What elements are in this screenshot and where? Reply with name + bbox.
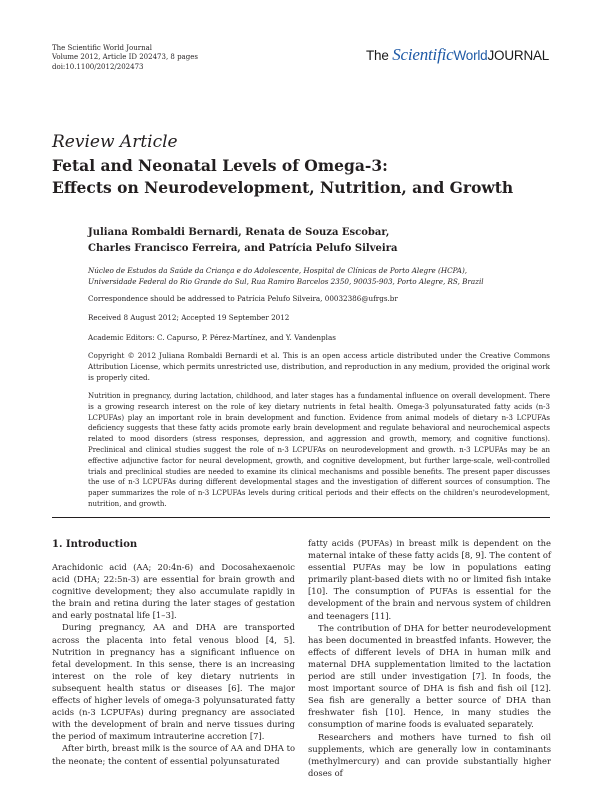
affiliation-line-2: Universidade Federal do Rio Grande do Sul, Rua Ramiro Barcelos 2350, 90035-903, Porto Alegre, RS, Brazil [88,277,484,286]
logo-world: World [453,48,488,63]
title-line-1: Fetal and Neonatal Levels of Omega-3: [52,156,388,175]
paragraph: The contribution of DHA for better neurodevelopment has been documented in breastfed infants. However, the effects of different levels of DHA in human milk and maternal DHA supplementation limited to the lactation period are still under investigation [7]. In foods, the most important source of DHA is fish and fish oil [12]. Sea fish are generally a better source of DHA than freshwater fish [10]. Hence, in many studies the consumption of marine foods is evaluated separately. [308,622,551,730]
authors-line-1: Juliana Rombaldi Bernardi, Renata de Souza Escobar, [88,227,390,238]
volume-line: Volume 2012, Article ID 202473, 8 pages [52,53,198,62]
abstract: Nutrition in pregnancy, during lactation, childhood, and later stages has a fundamental influence on overall development. There is a growing research interest on the role of key dietary nutrients in fetal health. Omega-3 polyunsaturated fatty acids (n-3 LCPUFAs) play an important role in brain development and function. Evidence from animal models of dietary n-3 LCPUFAs deficiency suggests that these fatty acids promote early brain development and regulate behavioral and neurochemical aspects related to mood disorders (stress responses, depression, and aggression and growth, memory, and cognitive functions). Preclinical and clinical studies suggest the role of n-3 LCPUFAs on neurodevelopment and growth. n-3 LCPUFAs may be an effective adjunctive factor for neural development, growth, and cognitive development, but further large-scale, well-controlled trials and preclinical studies are needed to examine its clinical mechanisms and possible benefits. The present paper discusses the use of n-3 LCPUFAs during different developmental stages and the investigation of different sources of consumption. The paper summarizes the role of n-3 LCPUFAs levels during critical periods and their effects on the children's neurodevelopment, nutrition, and growth. [88,392,550,508]
title-line-2: Effects on Neurodevelopment, Nutrition, and Growth [52,178,514,197]
paragraph: During pregnancy, AA and DHA are transported across the placenta into fetal venous blood [4, 5]. Nutrition in pregnancy has a significant influence on fetal development. In this sense, there is an increasing interest on the role of key dietary nutrients in subsequent health status or diseases [6]. The major effects of higher levels of omega-3 polyunsaturated fatty acids (n-3 LCPUFAs) during pregnancy are associated with the development of brain and nerve tissues during the period of maximum intrauterine accretion [7]. [52,622,295,742]
paragraph: Researchers and mothers have turned to fish oil supplements, which are generally low in contaminants (methylmercury) and can provide substantially higher doses of [308,731,551,778]
correspondence: Correspondence should be addressed to Patrícia Pelufo Silveira, 00032386@ufrgs.br [88,294,398,303]
journal-logo [366,45,549,65]
right-column [308,537,551,779]
article-type: Review Article [52,132,178,152]
left-column [52,561,295,767]
logo-prefix: The [366,48,393,63]
affiliation [88,265,558,287]
logo-journal: JOURNAL [487,48,550,63]
authors-line-2: Charles Francisco Ferreira, and Patrícia Pelufo Silveira [88,243,398,254]
academic-editors: Academic Editors: C. Capurso, P. Pérez-Martínez, and Y. Vandenplas [88,333,336,342]
section-divider [52,517,550,518]
journal-name: The Scientific World Journal [52,44,153,52]
section-heading: 1. Introduction [52,539,138,550]
paragraph: After birth, breast milk is the source of AA and DHA to the neonate; the content of essential polyunsaturated [52,743,295,766]
authors [88,225,548,257]
logo-scientific: Scientific [392,45,454,64]
doi: doi:10.1100/2012/202473 [52,62,144,71]
journal-citation [52,44,198,72]
paragraph: fatty acids (PUFAs) in breast milk is dependent on the maternal intake of these fatty acids [8, 9]. The content of essential PUFAs may be low in populations eating primarily plant-based diets with no or limited fish intake [10]. The consumption of PUFAs is essential for the development of the brain and nervous system of children and teenagers [11]. [308,538,551,621]
paragraph: Arachidonic acid (AA; 20:4n-6) and Docosahexaenoic acid (DHA; 22:5n-3) are essential for brain growth and cognitive development; they also accumulate rapidly in the brain and retina during the later stages of gestation and early postnatal life [1–3]. [52,562,295,621]
article-title [52,155,552,199]
received-dates: Received 8 August 2012; Accepted 19 September 2012 [88,313,290,322]
copyright-notice: Copyright © 2012 Juliana Rombaldi Bernardi et al. This is an open access article distributed under the Creative Commons Attribution License, which permits unrestricted use, distribution, and reproduction in any medium, provided the original work is properly cited. [88,351,550,382]
affiliation-line-1: Núcleo de Estudos da Saúde da Criança e do Adolescente, Hospital de Clínicas de Porto Alegre (HCPA), [88,266,468,275]
